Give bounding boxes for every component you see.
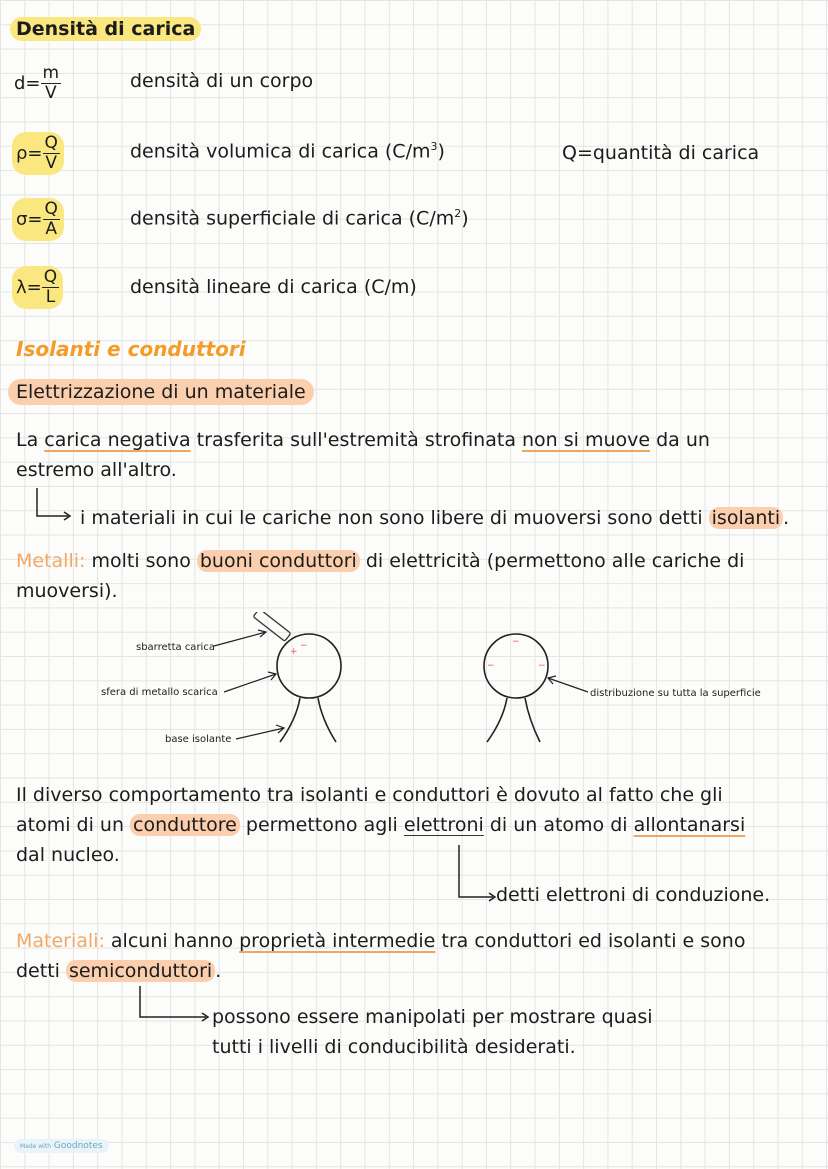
svg-text:+: + [290, 647, 298, 657]
formula-surface-charge-desc: densità superficiale di carica $(C/m^2)$ [130, 207, 469, 230]
svg-text:−: − [300, 641, 308, 651]
subsection-title: Elettrizzazione di un materiale [8, 381, 314, 403]
arrow-1-icon [34, 486, 74, 522]
goodnotes-watermark: Made with Goodnotes [14, 1139, 109, 1153]
section-title: Isolanti e conduttori [16, 337, 246, 361]
charged-rod-icon [253, 612, 291, 641]
page-title: Densità di carica [10, 18, 201, 40]
neutral-sphere [277, 634, 341, 698]
formula-linear-charge-desc: densità lineare di carica (C/m) [130, 276, 417, 298]
formula-density: d= $\frac{m}{V}$ [14, 63, 60, 103]
label-sphere: sfera di metallo scarica [101, 687, 218, 698]
formula-surface-charge: σ= $\frac{Q}{A}$ [12, 198, 64, 241]
label-base: base isolante [165, 734, 232, 745]
arrow-3-text: possono essere manipolati per mostrare quasi tutti i livelli di conducibilità desiderati. [212, 1006, 653, 1058]
label-rod: sbarretta carica [136, 642, 215, 653]
formula-linear-charge: λ= $\frac{Q}{L}$ [12, 266, 63, 309]
paragraph-conductors: Il diverso comportamento tra isolanti e conduttori è dovuto al fatto che gli atomi di un conduttore permettono agli elettroni di un atomo di allontanarsi dal nucleo. [16, 784, 746, 866]
charge-quantity-note: Q=quantità di carica [562, 142, 760, 164]
svg-text:−: − [538, 661, 546, 671]
paragraph-materials: Materiali: alcuni hanno proprietà intermedie tra conduttori ed isolanti e sono detti semiconduttori . [16, 930, 746, 982]
svg-text:−: − [487, 661, 495, 671]
formula-volume-charge-desc: densità volumica di carica $(C/m^3)$ [130, 140, 445, 163]
charge-diagram [0, 612, 828, 752]
arrow-1-text: i materiali in cui le cariche non sono libere di muoversi sono detti isolanti . [80, 507, 790, 529]
formula-density-desc: densità di un corpo [130, 70, 314, 92]
arrow-3-icon [136, 984, 212, 1024]
paragraph-electrification: La carica negativa trasferita sull'estremità strofinata non si muove da un estremo all'altro. [16, 429, 710, 481]
label-distribution: distribuzione su tutta la superficie [590, 688, 761, 699]
arrow-2-text: detti elettroni di conduzione. [496, 884, 771, 906]
arrow-2-icon [455, 843, 499, 903]
formula-volume-charge: ρ= $\frac{Q}{V}$ [12, 132, 64, 175]
paragraph-metals: Metalli: molti sono buoni conduttori di elettricità (permettono alle cariche di muoversi). [16, 550, 745, 602]
svg-text:−: − [512, 637, 520, 647]
